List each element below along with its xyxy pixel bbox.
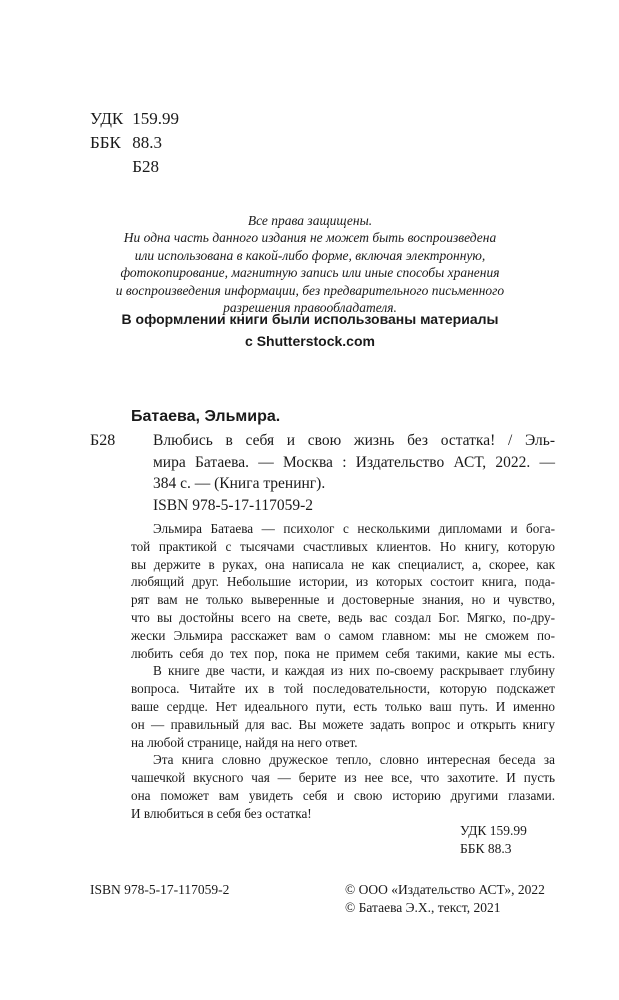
- bib-line: Влюбись в себя и свою жизнь без остатка! / Эль-: [153, 432, 555, 449]
- annotation-line: жески Эльмира расскажет вам о самом главном: мы не сможем по-: [131, 627, 555, 643]
- bbk-value: 88.3: [132, 133, 162, 152]
- copyright-block: [345, 881, 545, 917]
- bibliographic-description: [153, 430, 555, 495]
- rights-line: разрешения правообладателя.: [223, 300, 397, 316]
- rights-line: фотокопирование, магнитную запись или иные способы хранения: [120, 265, 500, 281]
- copyright-author: © Батаева Э.Х., текст, 2021: [345, 900, 501, 915]
- annotation-line: В книге две части, и каждая из них по-своему раскрывает глубину: [153, 663, 555, 679]
- annotation-line: рят вам не только выверенные и достоверные знания, но и чувство,: [131, 592, 555, 608]
- annotation-line: Эльмира Батаева — психолог с несколькими дипломами и бога-: [153, 521, 555, 536]
- isbn: ISBN 978-5-17-117059-2: [153, 497, 314, 514]
- annotation-line: любить себя до тех пор, пока не примем себя такими, какие мы есть.: [131, 645, 555, 661]
- bottom-udk: УДК 159.99: [460, 823, 527, 838]
- udk-label: УДК: [90, 109, 124, 128]
- annotation-line: он — правильный для вас. Вы можете задать вопрос и открыть книгу: [131, 716, 555, 732]
- annotation-line: И влюбиться в себя без остатка!: [131, 805, 312, 821]
- annotation-line: вопроса. Читайте их в той последовательности, которую подскажет: [131, 681, 555, 697]
- footer-isbn: ISBN 978-5-17-117059-2: [90, 882, 230, 897]
- annotation-line: той практикой с тысячами счастливых клиентов. Но книгу, которую: [131, 538, 555, 554]
- credit-line: с Shutterstock.com: [245, 333, 375, 349]
- credit-line: В оформлении книги были использованы материалы: [121, 311, 499, 327]
- rights-line: или использована в какой-либо форме, включая электронную,: [134, 247, 486, 263]
- rights-line: и воспроизведения информации, без предварительного письменного: [115, 282, 505, 298]
- udk-value: 159.99: [132, 109, 179, 128]
- annotation-line: чашечкой вкусного чая — берите из нее все, что захотите. И пусть: [131, 770, 555, 786]
- annotation: [131, 520, 555, 823]
- bottom-classification: [460, 822, 527, 858]
- bbk-label: ББК: [90, 133, 121, 152]
- annotation-line: ваше сердце. Нет идеального пути, есть только ваш путь. И именно: [131, 698, 555, 714]
- author-heading: Батаева, Эльмира.: [131, 408, 281, 425]
- rights-notice: [90, 212, 530, 316]
- copyright-publisher: © ООО «Издательство АСТ», 2022: [345, 882, 545, 897]
- bottom-bbk: ББК 88.3: [460, 841, 512, 856]
- annotation-line: она поможет вам увидеть себя и свою историю другими глазами.: [131, 787, 555, 803]
- image-credit: [90, 308, 530, 352]
- bbk-row: [90, 132, 162, 154]
- annotation-line: на любой странице, найдя на него ответ.: [131, 734, 358, 750]
- annotation-line: Эта книга словно дружеское тепло, словно интересная беседа за: [153, 752, 555, 768]
- author-mark-row: [90, 156, 159, 178]
- rights-line: Все права защищены.: [247, 213, 373, 228]
- bib-line: мира Батаева. — Москва : Издательство АСТ, 2022. —: [153, 453, 555, 471]
- author-mark: Б28: [132, 157, 160, 176]
- rights-line: Ни одна часть данного издания не может быть воспроизведена: [123, 230, 497, 246]
- bib-line: 384 с. — (Книга тренинг).: [153, 475, 326, 492]
- annotation-line: любящий друг. Небольшие истории, из которых состоит книга, пода-: [131, 574, 555, 590]
- annotation-line: вы держите в руках, она написала не как специалист, а, скорее, как: [131, 556, 555, 572]
- catalog-code: Б28: [90, 432, 116, 449]
- udk-row: [90, 108, 179, 130]
- annotation-line: что вы достойны всего на свете, ведь вас создал Бог. Мягко, по-дру-: [131, 609, 555, 625]
